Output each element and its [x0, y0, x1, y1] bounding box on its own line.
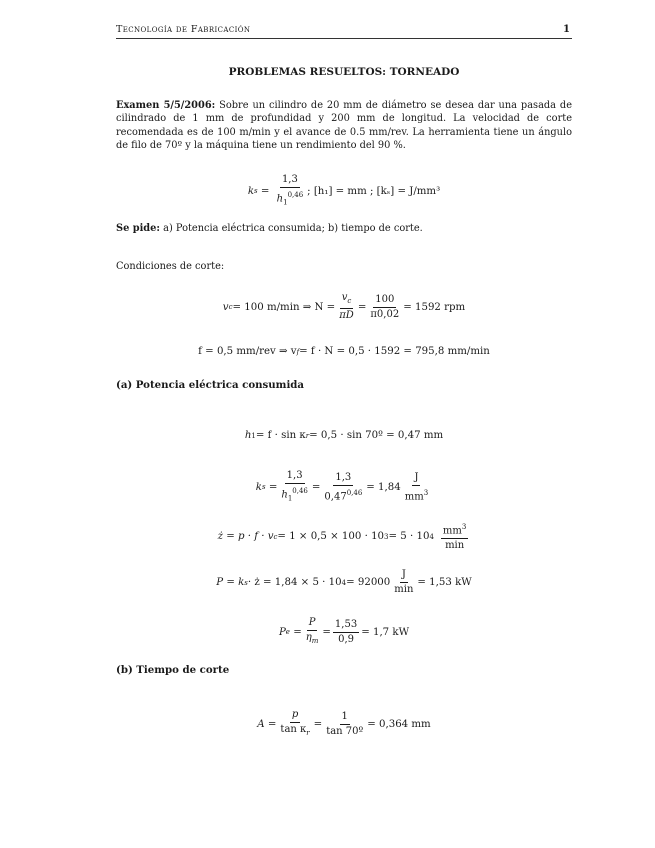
fraction-numerator: 1,3 — [333, 472, 353, 486]
eq-result: = 0,364 mm — [367, 718, 431, 730]
running-header — [116, 24, 572, 39]
eq-symbol: v — [222, 301, 229, 313]
eq-text: P = k — [216, 577, 245, 588]
eq-sup: 4 — [429, 532, 434, 541]
fraction-numerator: 1 — [340, 711, 350, 725]
section-b-heading: (b) Tiempo de corte — [116, 664, 230, 676]
eq-sup: 3 — [461, 523, 467, 531]
condiciones-label: Condiciones de corte: — [116, 261, 225, 272]
problem-text: Sobre un cilindro de 20 mm de diámetro se desea dar una pasada de cilindrado de 1 mm de profundidad y 200 mm de longitud. La velocidad de corte recomendada es de 100 m/min y el avance de 0.5 mm/rev. La herramienta tiene un ángulo de filo de 70º y la máquina tiene un rendimiento del 90 %. — [116, 100, 572, 152]
fraction-denominator — [279, 484, 310, 504]
fraction — [337, 292, 356, 322]
fraction-numerator: 1,53 — [333, 619, 359, 633]
eq-symbol: h — [276, 193, 284, 205]
eq-sub: f — [296, 347, 300, 356]
fraction-denominator — [304, 631, 321, 647]
fraction-denominator — [278, 723, 311, 739]
equation-removal-rate — [116, 521, 572, 552]
problem-statement — [116, 99, 572, 153]
se-pide-text: a) Potencia eléctrica consumida; b) tiempo de corte. — [163, 223, 423, 234]
fraction-numerator: J — [412, 472, 420, 486]
fraction — [322, 472, 364, 503]
eq-text: 0,47 — [324, 490, 347, 502]
equation-h1 — [116, 430, 572, 441]
unit-fraction — [441, 521, 468, 552]
eq-sup: 3 — [384, 532, 389, 541]
eq-sup: 0,46 — [346, 488, 363, 497]
fraction — [279, 470, 310, 504]
eq-text: = 100 m/min ⇒ N = — [232, 301, 336, 313]
eq-sub: m — [311, 637, 319, 645]
eq-sup: 0,46 — [287, 191, 304, 199]
fraction-denominator: 0,9 — [338, 633, 354, 645]
fraction-denominator: πD — [339, 310, 354, 321]
unit-fraction — [403, 472, 430, 503]
fraction-denominator — [322, 486, 364, 503]
fraction — [368, 294, 401, 321]
fraction-numerator: 100 — [373, 294, 396, 308]
fraction-denominator — [275, 188, 306, 208]
eq-text: A = — [257, 718, 277, 730]
eq-sub: s — [261, 483, 266, 492]
eq-text: = 5 · 10 — [388, 531, 430, 543]
eq-sub: c — [347, 297, 352, 305]
eq-sub: s — [244, 578, 248, 587]
fraction — [278, 709, 311, 739]
fraction — [324, 711, 365, 738]
eq-text: mm — [404, 490, 424, 502]
eq-text: = 1,84 — [366, 481, 401, 493]
eq-sup: 3 — [423, 488, 429, 497]
eq-symbol: η — [305, 632, 312, 643]
eq-text: = f · sin κ — [255, 430, 306, 441]
eq-text: = 92000 — [346, 577, 391, 588]
fraction-numerator: 1,3 — [285, 470, 305, 484]
fraction-numerator — [441, 521, 468, 539]
eq-symbol: P — [278, 626, 286, 638]
equation-rpm: v c = 100 m/min ⇒ N = $\frac{v_c}{\pi D}$ = $\frac{100}{\pi 0,02}$ = 1592 rpm — [222, 292, 466, 321]
eq-sub: c — [273, 532, 278, 541]
fraction-numerator: J — [400, 569, 408, 583]
fraction-denominator: tan 70º — [326, 725, 364, 737]
eq-text: = 0,5 · sin 70º = 0,47 mm — [309, 430, 444, 441]
document-title: PROBLEMAS RESUELTOS: TORNEADO — [228, 66, 460, 78]
section-a-heading: (a) Potencia eléctrica consumida — [116, 379, 305, 391]
eq-text: f = 0,5 mm/rev ⇒ v — [198, 346, 297, 357]
eq-text: mm — [442, 525, 462, 537]
eq-text: = 1 × 0,5 × 100 · 10 — [277, 531, 385, 543]
fraction — [304, 617, 321, 647]
se-pide-label: Se pide: — [116, 223, 160, 234]
eq-text: · ż = 1,84 × 5 · 10 — [247, 577, 342, 588]
eq-sub: 1 — [283, 198, 288, 207]
eq-result: = 1,53 kW — [417, 577, 472, 588]
equation-feed-rate — [116, 346, 572, 357]
exam-label: Examen 5/5/2006: — [116, 100, 216, 111]
eq-result: = 1592 rpm — [403, 301, 466, 313]
equation-approach: A = $\frac{p}{\tan \kappa_r}$ = $\frac{1}{\text{tan 70º}}$ = 0,364 mm — [257, 709, 431, 737]
eq-sub: s — [254, 187, 258, 196]
eq-units: ; [h₁] = mm ; [kₛ] = J/mm³ — [307, 185, 441, 197]
equation-ks-value: k s = $\frac{1,3}{h_1^{0,46}}$ = $\frac{1,3}{0,47^{0,46}}$ = 1,84 $\frac{J}{mm^3}$ — [255, 470, 429, 503]
fraction-numerator: 1,3 — [280, 174, 300, 188]
unit-fraction — [392, 569, 415, 596]
eq-symbol: k — [255, 481, 262, 493]
eq-text: ż = p · f · v — [217, 531, 274, 543]
fraction-denominator: min — [394, 584, 414, 595]
eq-sub: c — [228, 303, 233, 311]
page-number: 1 — [563, 24, 570, 35]
eq-sub: e — [285, 628, 290, 636]
equation-ks-definition: k s = $\frac{1,3}{h_1^{0,46}}$ ; [h₁] = mm ; [kₛ] = J/mm³ — [247, 174, 441, 207]
fraction — [275, 174, 306, 208]
eq-sup: 0,46 — [292, 487, 308, 495]
fraction-denominator: π0,02 — [370, 308, 400, 320]
eq-symbol: v — [341, 292, 348, 303]
equation-power — [116, 569, 572, 596]
eq-text: tan κ — [280, 724, 307, 735]
eq-symbol: k — [247, 185, 255, 197]
eq-sub: r — [306, 729, 310, 737]
fraction-numerator: P — [307, 617, 318, 631]
fraction-numerator: p — [290, 709, 300, 723]
fraction-denominator — [403, 486, 430, 503]
eq-sup: 4 — [341, 578, 347, 587]
header-title: Tecnología de Fabricación — [116, 24, 251, 35]
eq-symbol: h — [244, 430, 252, 441]
eq-text: = f · N = 0,5 · 1592 = 795,8 mm/min — [299, 346, 490, 357]
se-pide-line — [116, 222, 572, 235]
eq-sub: 1 — [287, 494, 293, 503]
eq-sub: r — [305, 431, 310, 440]
fraction-numerator — [340, 292, 354, 309]
eq-result: = 1,7 kW — [361, 626, 410, 638]
fraction — [333, 619, 359, 646]
fraction-denominator: min — [445, 540, 465, 552]
eq-sub: 1 — [251, 431, 256, 440]
eq-symbol: h — [281, 489, 288, 501]
equation-electric-power: P e = $\frac{P}{\eta_m}$ = $\frac{1,53}{0,9}$ = 1,7 kW — [278, 617, 410, 645]
